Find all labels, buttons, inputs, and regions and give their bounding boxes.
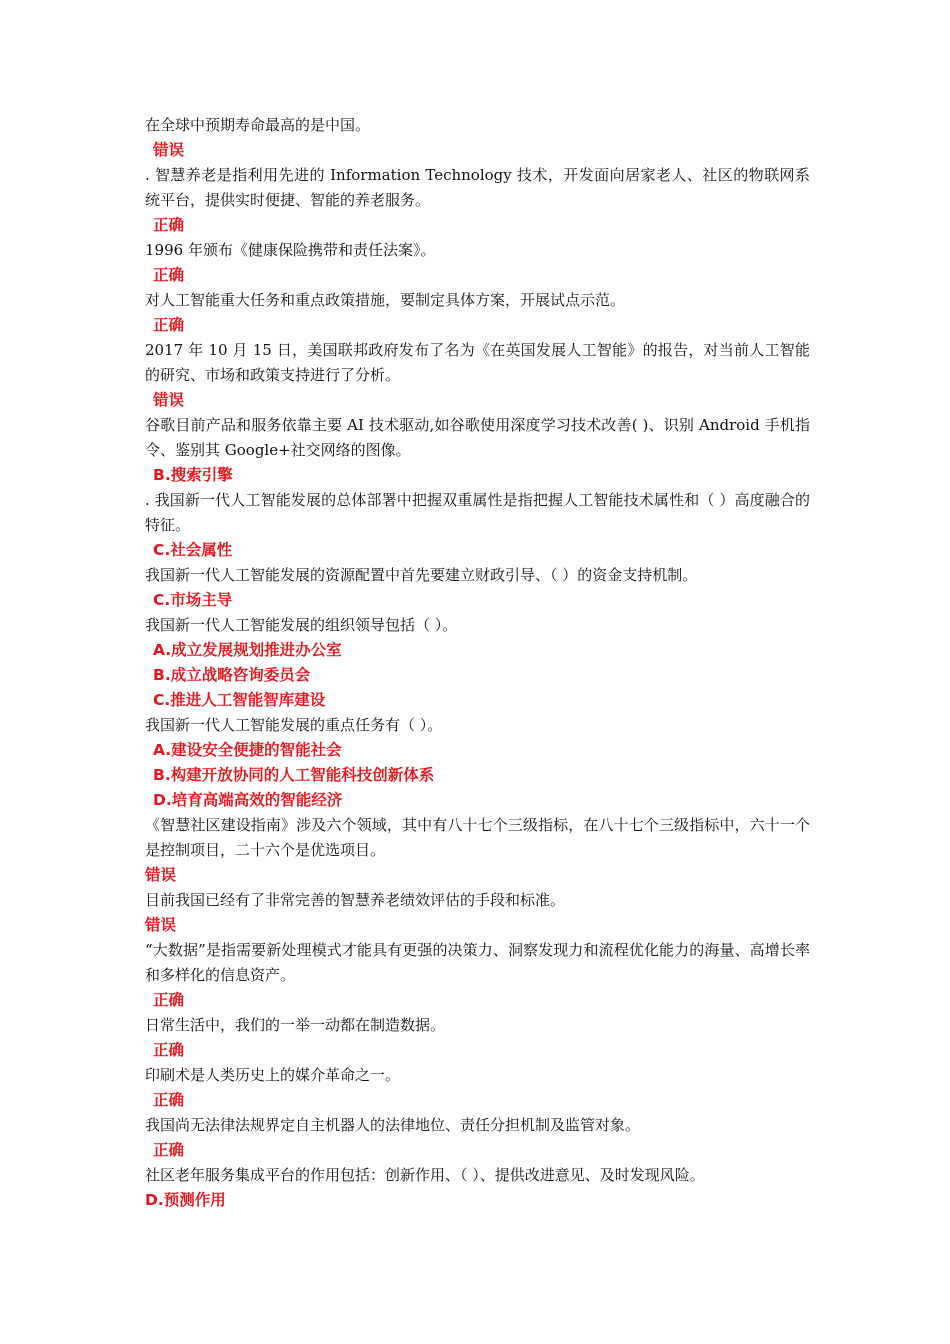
question-text: 《智慧社区建设指南》涉及六个领域，其中有八十七个三级指标，在八十七个三级指标中，六十一个是控制项目，二十六个是优选项目。 — [145, 816, 810, 859]
answer-text: 错误 — [153, 391, 185, 409]
answer-text: 正确 — [153, 1041, 185, 1059]
answer-text: C.市场主导 — [153, 591, 233, 609]
question-text: 我国新一代人工智能发展的资源配置中首先要建立财政引导、（ ）的资金支持机制。 — [145, 566, 698, 584]
document-page — [145, 113, 810, 1213]
question-text: 我国新一代人工智能发展的组织领导包括（ ）。 — [145, 616, 458, 634]
answer-text: 错误 — [145, 866, 177, 884]
answer-text: 正确 — [153, 1091, 185, 1109]
question-text: 社区老年服务集成平台的作用包括：创新作用、（ ）、提供改进意见、及时发现风险。 — [145, 1166, 705, 1184]
answer-text: 错误 — [153, 141, 185, 159]
answer-text: C.推进人工智能智库建设 — [153, 691, 326, 709]
answer-text: 正确 — [153, 1141, 185, 1159]
question-text: 在全球中预期寿命最高的是中国。 — [145, 116, 371, 134]
question-text: “大数据”是指需要新处理模式才能具有更强的决策力、洞察发现力和流程优化能力的海量、高增长率和多样化的信息资产。 — [145, 941, 810, 984]
answer-text: D.预测作用 — [145, 1191, 226, 1209]
answer-text: 正确 — [153, 991, 185, 1009]
answer-text: 错误 — [145, 916, 177, 934]
answer-text: 正确 — [153, 266, 185, 284]
answer-text: B.搜索引擎 — [153, 466, 233, 484]
question-text: 对人工智能重大任务和重点政策措施，要制定具体方案，开展试点示范。 — [145, 291, 626, 309]
question-text: 我国新一代人工智能发展的重点任务有（ ）。 — [145, 716, 443, 734]
answer-text: D.培育高端高效的智能经济 — [153, 791, 343, 809]
question-text: 印刷术是人类历史上的媒介革命之一。 — [145, 1066, 401, 1084]
question-text: 目前我国已经有了非常完善的智慧养老绩效评估的手段和标准。 — [145, 891, 566, 909]
question-text: 1996 年颁布《健康保险携带和责任法案》。 — [145, 241, 436, 259]
question-text: 谷歌目前产品和服务依靠主要 AI 技术驱动,如谷歌使用深度学习技术改善( )、识别 Android 手机指令、鉴别其 Google+社交网络的图像。 — [145, 416, 810, 459]
answer-text: C.社会属性 — [153, 541, 233, 559]
question-text: 2017 年 10 月 15 日，美国联邦政府发布了名为《在英国发展人工智能》的报告，对当前人工智能的研究、市场和政策支持进行了分析。 — [145, 341, 810, 384]
question-text: 我国尚无法律法规界定自主机器人的法律地位、责任分担机制及监管对象。 — [145, 1116, 641, 1134]
answer-text: B.构建开放协同的人工智能科技创新体系 — [153, 766, 435, 784]
answer-text: A.建设安全便捷的智能社会 — [153, 741, 342, 759]
answer-text: B.成立战略咨询委员会 — [153, 666, 311, 684]
answer-text: 正确 — [153, 216, 185, 234]
question-text: . 智慧养老是指利用先进的 Information Technology 技术，开发面向居家老人、社区的物联网系统平台，提供实时便捷、智能的养老服务。 — [145, 166, 810, 209]
answer-text: 正确 — [153, 316, 185, 334]
question-text: 日常生活中，我们的一举一动都在制造数据。 — [145, 1016, 446, 1034]
question-text: . 我国新一代人工智能发展的总体部署中把握双重属性是指把握人工智能技术属性和（ ）高度融合的特征。 — [145, 491, 810, 534]
answer-text: A.成立发展规划推进办公室 — [153, 641, 342, 659]
